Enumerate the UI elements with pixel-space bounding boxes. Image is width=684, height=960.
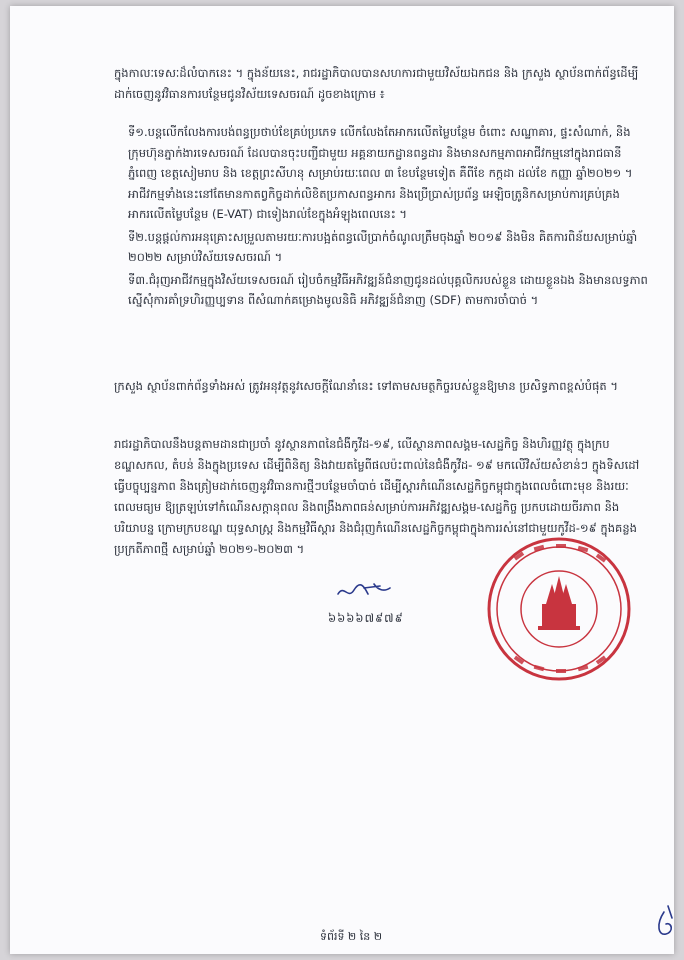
paragraph-monitoring: រាជរដ្ឋាភិបាលនឹងបន្តតាមដានជាប្រចាំ នូវស្ថានភាពនៃជំងឺកូវីដ-១៩, លើស្ថានភាពសង្គម-សេដ្ឋកិច្ច និងហិរញ្ញវត្ថុ ក្នុងក្របខណ្ឌសកល, តំបន់ និងក្នុងប្រទេស ដើម្បីពិនិត្យ និងវាយតម្លៃពីផលប៉ះពាល់នៃជំងឺកូវីដ- ១៩ មកលើវិស័យសំខាន់ៗ ក្នុងទិសដៅធ្វើបច្ចុប្បន្នភាព និងត្រៀមដាក់ចេញនូវវិធានការថ្មីៗបន្ថែមចាំបាច់ ដើម្បីស្ដារកំណើនសេដ្ឋកិច្ចកម្ពុជាក្នុងពេលចំពោះមុខ និងរយៈពេលមធ្យម ឱ្យត្រឡប់ទៅកំណើនសក្ដានុពល និងពង្រឹងភាពធន់សម្រាប់ការអភិវឌ្ឍសង្គម-សេដ្ឋកិច្ច ប្រកបដោយចីរភាព និងបរិយាបន្ន ក្រោមក្របខណ្ឌ យុទ្ធសាស្ត្រ និងកម្មវិធីស្ដារ និងជំរុញកំណើនសេដ្ឋកិច្ចកម្ពុជាក្នុងការរស់នៅជាមួយកូវីដ-១៩ ក្នុងគន្លង ប្រក្រតីភាពថ្មី សម្រាប់ឆ្នាំ ២០២១-២០២៣ ។ xyxy=(114,437,640,556)
paragraph-instructions: ក្រសួង ស្ថាប័នពាក់ព័ន្ធទាំងអស់ ត្រូវអនុវត្តនូវសេចក្ដីណែនាំនេះ ទៅតាមសមត្ថកិច្ចរបស់ខ្លួនឱ្យមាន ប្រសិទ្ធភាពខ្ពស់បំផុត ។ xyxy=(114,379,618,393)
measure-item-2: ទី២.បន្តផ្ដល់ការអនុគ្រោះសម្រួលតាមរយៈការបង្អត់ពន្ធលើប្រាក់ចំណូលត្រឹមចុងឆ្នាំ ២០១៩ និងមិន គិតការពិន័យសម្រាប់ឆ្នាំ ២០២២ សម្រាប់វិស័យទេសចរណ៍ ។ xyxy=(128,229,638,264)
handwritten-initials-icon xyxy=(334,580,394,602)
intro-paragraph: ក្នុងកាលៈទេសៈដ៏លំបាកនេះ ។ ក្នុងន័យនេះ, រាជរដ្ឋាភិបាលបានសហការជាមួយវិស័យឯកជន និង ក្រសួង ស្ថាប័នពាក់ព័ន្ធដើម្បីដាក់ចេញនូវវិធានការបន្ថែមជូនវិស័យទេសចរណ៍ ដូចខាងក្រោម ៖ xyxy=(114,66,639,101)
royal-seal-icon xyxy=(484,534,634,684)
measure-item-3: ទី៣.ជំរុញអាជីវកម្មក្នុងវិស័យទេសចរណ៍ រៀបចំកម្មវិធីអភិវឌ្ឍន៍ជំនាញជូនដល់បុគ្គលិករបស់ខ្លួន ដោយខ្លួនឯង និងមានលទ្ធភាពស្នើសុំការគាំទ្រហិរញ្ញប្បទាន ពីសំណាក់គម្រោងមូលនិធិ អភិវឌ្ឍន៍ជំនាញ (SDF) តាមការចាំបាច់ ។ xyxy=(128,272,648,307)
measure-item-1: ទី១.បន្តលើកលែងការបង់ពន្ធប្រថាប់ខែគ្រប់ប្រភេទ លើកលែងតែអាករលើតម្លៃបន្ថែម ចំពោះ សណ្ឋាគារ, ផ្ទះសំណាក់, និងក្រុមហ៊ុនភ្នាក់ងារទេសចរណ៍ ដែលបានចុះបញ្ជីជាមួយ អគ្គនាយកដ្ឋានពន្ធដារ និងមានសកម្មភាពអាជីវកម្មនៅក្នុងរាជធានីភ្នំពេញ ខេត្តសៀមរាប និង ខេត្តព្រះសីហនុ សម្រាប់រយៈពេល ៣ ខែបន្ថែមទៀត គឺពីខែ កក្កដា ដល់ខែ កញ្ញា ឆ្នាំ២០២១ ។ អាជីវកម្មទាំងនេះនៅតែមានកាតព្វកិច្ចដាក់លិខិតប្រកាសពន្ធអាករ និងប្រើប្រាស់ប្រព័ន្ធ អេឡិចត្រូនិកសម្រាប់ការគ្រប់គ្រងអាករលើតម្លៃបន្ថែម (E-VAT) ជាទៀងរាល់ខែក្នុងអំឡុងពេលនេះ ។ xyxy=(128,125,633,221)
measures-list xyxy=(128,122,648,313)
margin-scribble-icon xyxy=(650,902,680,942)
document-page xyxy=(10,6,674,954)
page-number: ទំព័រទី ២ នៃ ២ xyxy=(320,930,383,943)
reference-number: ៦៦៦៦៧៩៧៩ xyxy=(328,611,404,625)
